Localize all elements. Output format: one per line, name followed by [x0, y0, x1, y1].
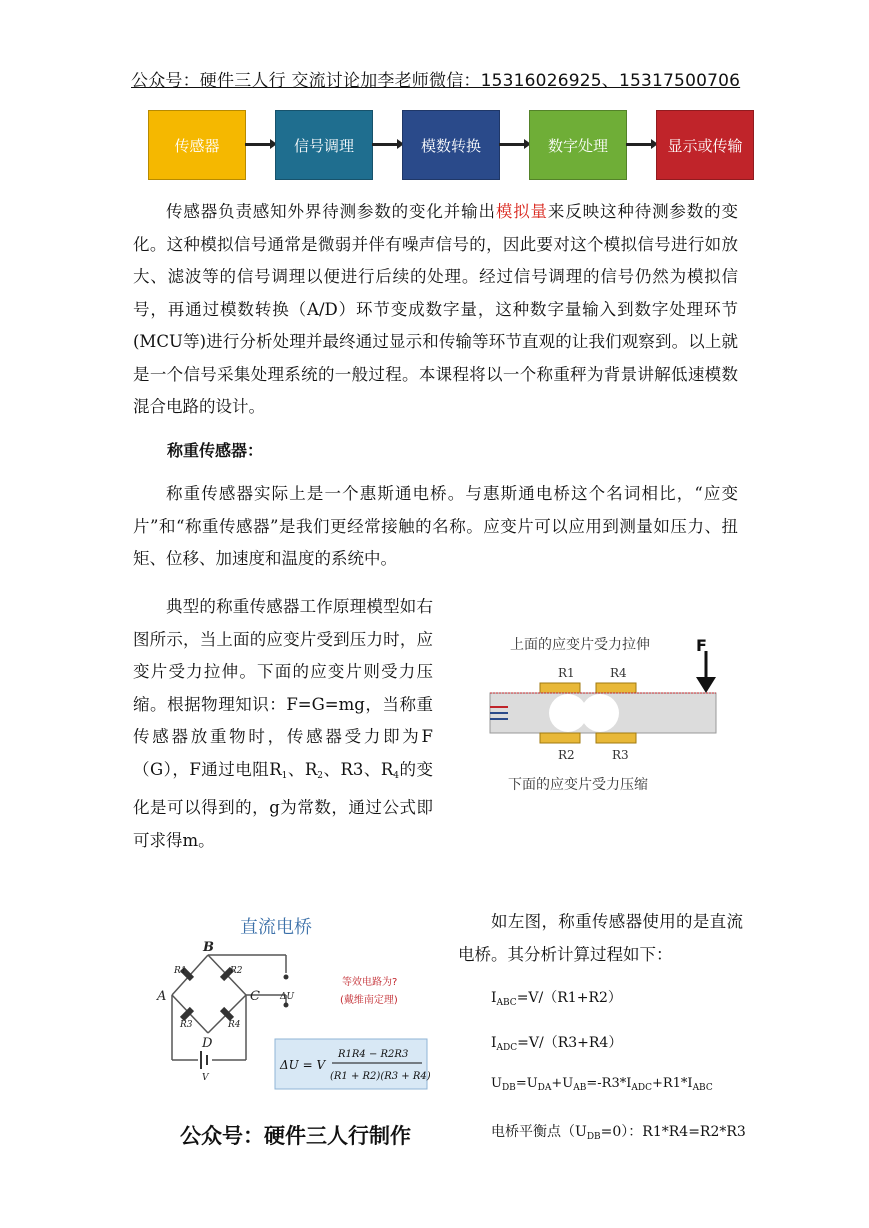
dc-bridge-figure: [150, 905, 440, 1100]
terminal: [284, 1003, 289, 1008]
equation-text: +U: [551, 1076, 574, 1091]
r1-label: R1: [174, 966, 187, 976]
r4-label: R4: [228, 1020, 241, 1030]
r2-label: R2: [230, 966, 243, 976]
flow-arrow: [626, 143, 652, 146]
r2-label: R2: [558, 748, 575, 762]
equation-udb: $U_{DB}=U_{DA}+U_{AB}=-R3*I_{ADC}+R1*I_{ABC}$: [491, 1076, 713, 1093]
intro-text-2: 来反映这种待测参数的变化。这种模拟信号通常是微弱并伴有噪声信号的，因此要对这个模拟信号进行如放大、滤波等的信号调理以便进行后续的处理。经过信号调理的信号仍然为模拟信号，再通过模数转换（A/D）环节变成数字量，这种数字量输入到数字处理环节(MCU等)进行分析处理并最终通过显示和传输等环节直观的让我们观察到。以上就是一个信号采集处理系统的一般过程。本课程将以一个称重秤为背景讲解低速模数混合电路的设计。: [133, 202, 738, 416]
flow-arrow: [245, 143, 271, 146]
equation-text: =U: [515, 1076, 538, 1091]
intro-text-1: 传感器负责感知外界待测参数的变化并输出: [166, 202, 496, 221]
beam-hole-right: [581, 694, 619, 732]
gauge-r1: [540, 683, 580, 693]
node-b: B: [203, 940, 214, 955]
principle-paragraph: [133, 591, 433, 857]
equation-text: 电桥平衡点（U: [491, 1124, 587, 1140]
equation-text: =V/（R1+R2）: [516, 990, 622, 1006]
force-label: F: [696, 636, 707, 655]
flow-step-sensor: 传感器: [148, 110, 246, 180]
gauge-r2: [540, 733, 580, 743]
formula-numerator: R1R4 − R2R3: [338, 1049, 409, 1060]
equation-iabc: $I_{ABC}=V/(R1+R2)$: [491, 990, 622, 1008]
page-header: 公众号：硬件三人行 交流讨论加李老师微信：15316026925、15317500706: [131, 71, 741, 91]
flow-arrow: [372, 143, 398, 146]
r3-label: R3: [612, 748, 629, 762]
flow-step-output: 显示或传输: [656, 110, 754, 180]
subscript: 4: [393, 770, 400, 781]
thevenin-question: 等效电路为?: [342, 977, 398, 988]
principle-sep: 、R: [287, 759, 318, 779]
flow-step-conditioning: 信号调理: [275, 110, 373, 180]
bridge-intro: [458, 906, 743, 971]
intro-paragraph: [133, 196, 738, 424]
principle-sep: 、R3、R: [323, 759, 394, 779]
section-text: 称重传感器实际上是一个惠斯通电桥。与惠斯通电桥这个名词相比，“应变片”和“称重传感器”是我们更经常接触的名称。应变片可以应用到测量如压力、扭矩、位移、加速度和温度的系统中。: [133, 484, 738, 568]
principle-text-1: 典型的称重传感器工作原理模型如右图所示，当上面的应变片受到压力时，应变片受力拉伸。下面的应变片则受力压缩。根据物理知识：F=G=mg，当称重传感器放重物时，传感器受力即为F（G），F通过电阻R: [133, 597, 433, 779]
flow-arrow: [499, 143, 525, 146]
formula-lhs: ΔU = V: [280, 1058, 326, 1072]
bridge-intro-text: 如左图，称重传感器使用的是直流电桥。其分析计算过程如下：: [458, 912, 743, 964]
equation-text: +R1*I: [651, 1076, 693, 1091]
subscript: 1: [281, 770, 288, 781]
equation-text: =0）：R1*R4=R2*R3: [600, 1124, 746, 1140]
equation-text: =V/（R3+R4）: [517, 1035, 623, 1051]
strain-gauge-figure: [488, 625, 726, 810]
section-paragraph: [133, 478, 738, 576]
node-a: A: [157, 989, 167, 1004]
gauge-r4: [596, 683, 636, 693]
intro-highlight: 模拟量: [495, 202, 548, 221]
battery-plate: [200, 1051, 202, 1069]
footer-credit: 公众号：硬件三人行制作: [180, 1124, 411, 1148]
terminal: [284, 975, 289, 980]
flow-step-digital: 数字处理: [529, 110, 627, 180]
delta-u-label: ΔU: [280, 992, 295, 1002]
bridge-resistor: [180, 1007, 194, 1021]
subscript: 2: [317, 770, 323, 781]
flow-step-adc: 模数转换: [402, 110, 500, 180]
equation-iadc: $I_{ADC}=V/(R3+R4)$: [491, 1035, 623, 1053]
strain-top-label: 上面的应变片受力拉伸: [510, 637, 650, 653]
equation-text: =-R3*I: [586, 1076, 632, 1091]
node-d: D: [202, 1036, 213, 1051]
r3-label: R3: [180, 1020, 193, 1030]
signal-chain-diagram: [148, 110, 754, 180]
formula-denominator: (R1 + R2)(R3 + R4): [330, 1071, 431, 1082]
section-heading: 称重传感器：: [167, 441, 264, 460]
r4-label: R4: [610, 666, 627, 680]
thevenin-note: (戴维南定理): [340, 995, 398, 1006]
strain-bottom-label: 下面的应变片受力压缩: [508, 777, 648, 793]
source-label: V: [202, 1073, 209, 1083]
battery-plate: [206, 1055, 208, 1065]
bridge-title: 直流电桥: [240, 917, 312, 938]
gauge-r3: [596, 733, 636, 743]
principle-text-2: 的变化是可以得到的，g为常数，通过公式即可求得m。: [133, 759, 433, 850]
r1-label: R1: [558, 666, 575, 680]
node-c: C: [250, 989, 260, 1004]
equation-balance: 电桥平衡点$(U_{DB}=0)$：R1*R4=R2*R3: [491, 1124, 746, 1142]
